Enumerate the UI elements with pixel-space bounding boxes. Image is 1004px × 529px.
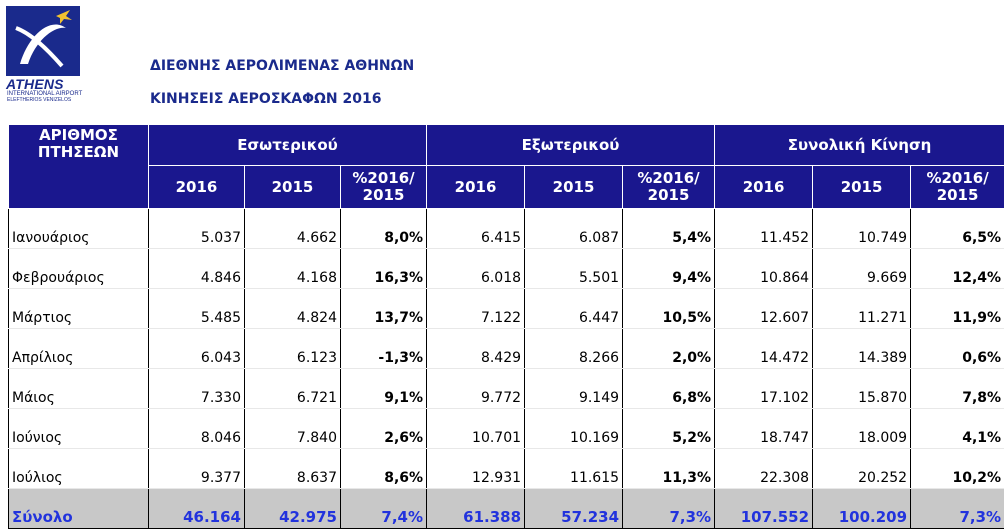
total-2015-cell: 100.209 xyxy=(813,489,911,529)
month-cell: Μάιος xyxy=(9,369,149,409)
month-cell: Απρίλιος xyxy=(9,329,149,369)
total-pct-cell: 7,8% xyxy=(911,369,1004,409)
domestic-pct-cell: 8,6% xyxy=(341,449,427,489)
international-2015-cell: 6.087 xyxy=(525,209,623,249)
table-row xyxy=(9,369,1004,409)
table-row xyxy=(9,209,1004,249)
total-2016-cell: 11.452 xyxy=(715,209,813,249)
flights-table xyxy=(8,124,1004,529)
domestic-pct-cell: 13,7% xyxy=(341,289,427,329)
col-header-2016: 2016 xyxy=(427,166,525,209)
domestic-2016-cell: 9.377 xyxy=(149,449,245,489)
international-2016-cell: 7.122 xyxy=(427,289,525,329)
total-2015-cell: 20.252 xyxy=(813,449,911,489)
domestic-2016-cell: 8.046 xyxy=(149,409,245,449)
col-header-2016: 2016 xyxy=(149,166,245,209)
domestic-2015-cell: 4.168 xyxy=(245,249,341,289)
col-header-pct: %2016/ 2015 xyxy=(623,166,715,209)
page-title: ΔΙΕΘΝΗΣ ΑΕΡΟΛΙΜΕΝΑΣ ΑΘΗΝΩΝ xyxy=(150,58,414,74)
total-pct-cell: 4,1% xyxy=(911,409,1004,449)
month-cell: Ιούλιος xyxy=(9,449,149,489)
group-header-total: Συνολική Κίνηση xyxy=(715,125,1004,166)
month-cell: Μάρτιος xyxy=(9,289,149,329)
domestic-pct-cell: 7,4% xyxy=(341,489,427,529)
group-header-domestic: Εσωτερικού xyxy=(149,125,427,166)
international-pct-cell: 2,0% xyxy=(623,329,715,369)
international-pct-cell: 11,3% xyxy=(623,449,715,489)
domestic-2016-cell: 4.846 xyxy=(149,249,245,289)
month-cell: Σύνολο xyxy=(9,489,149,529)
international-2016-cell: 61.388 xyxy=(427,489,525,529)
table-row xyxy=(9,249,1004,289)
total-2016-cell: 18.747 xyxy=(715,409,813,449)
domestic-2015-cell: 4.662 xyxy=(245,209,341,249)
total-2016-cell: 17.102 xyxy=(715,369,813,409)
domestic-pct-cell: 16,3% xyxy=(341,249,427,289)
domestic-2015-cell: 7.840 xyxy=(245,409,341,449)
total-pct-cell: 10,2% xyxy=(911,449,1004,489)
total-pct-cell: 12,4% xyxy=(911,249,1004,289)
international-pct-cell: 7,3% xyxy=(623,489,715,529)
international-2016-cell: 9.772 xyxy=(427,369,525,409)
international-2015-cell: 8.266 xyxy=(525,329,623,369)
international-2015-cell: 10.169 xyxy=(525,409,623,449)
domestic-2015-cell: 4.824 xyxy=(245,289,341,329)
domestic-pct-cell: 2,6% xyxy=(341,409,427,449)
total-2015-cell: 18.009 xyxy=(813,409,911,449)
total-row xyxy=(9,489,1004,529)
international-pct-cell: 10,5% xyxy=(623,289,715,329)
international-2015-cell: 11.615 xyxy=(525,449,623,489)
month-cell: Ιούνιος xyxy=(9,409,149,449)
total-2015-cell: 9.669 xyxy=(813,249,911,289)
table-row xyxy=(9,289,1004,329)
total-2015-cell: 10.749 xyxy=(813,209,911,249)
international-2015-cell: 6.447 xyxy=(525,289,623,329)
table-row xyxy=(9,449,1004,489)
group-header-international: Εξωτερικού xyxy=(427,125,715,166)
col-header-2016: 2016 xyxy=(715,166,813,209)
airport-logo-icon xyxy=(6,6,80,76)
total-pct-cell: 11,9% xyxy=(911,289,1004,329)
domestic-2015-cell: 6.721 xyxy=(245,369,341,409)
international-2016-cell: 8.429 xyxy=(427,329,525,369)
col-header-2015: 2015 xyxy=(525,166,623,209)
international-2015-cell: 5.501 xyxy=(525,249,623,289)
international-2016-cell: 6.415 xyxy=(427,209,525,249)
domestic-2016-cell: 5.037 xyxy=(149,209,245,249)
total-2016-cell: 22.308 xyxy=(715,449,813,489)
domestic-pct-cell: -1,3% xyxy=(341,329,427,369)
total-pct-cell: 0,6% xyxy=(911,329,1004,369)
international-2015-cell: 9.149 xyxy=(525,369,623,409)
page-subtitle: ΚΙΝΗΣΕΙΣ ΑΕΡΟΣΚΑΦΩΝ 2016 xyxy=(150,91,381,107)
athens-airport-logo xyxy=(6,6,80,102)
international-2015-cell: 57.234 xyxy=(525,489,623,529)
table-row xyxy=(9,329,1004,369)
international-pct-cell: 5,4% xyxy=(623,209,715,249)
total-2016-cell: 10.864 xyxy=(715,249,813,289)
international-pct-cell: 6,8% xyxy=(623,369,715,409)
logo-subtitle-greek: ELEFTHERIOS VENIZELOS xyxy=(7,97,71,103)
international-pct-cell: 5,2% xyxy=(623,409,715,449)
total-pct-cell: 7,3% xyxy=(911,489,1004,529)
col-header-2015: 2015 xyxy=(813,166,911,209)
total-2016-cell: 14.472 xyxy=(715,329,813,369)
domestic-2016-cell: 46.164 xyxy=(149,489,245,529)
international-2016-cell: 6.018 xyxy=(427,249,525,289)
domestic-pct-cell: 8,0% xyxy=(341,209,427,249)
domestic-pct-cell: 9,1% xyxy=(341,369,427,409)
international-pct-cell: 9,4% xyxy=(623,249,715,289)
domestic-2016-cell: 7.330 xyxy=(149,369,245,409)
total-2015-cell: 11.271 xyxy=(813,289,911,329)
total-2015-cell: 14.389 xyxy=(813,329,911,369)
total-pct-cell: 6,5% xyxy=(911,209,1004,249)
international-2016-cell: 12.931 xyxy=(427,449,525,489)
domestic-2016-cell: 5.485 xyxy=(149,289,245,329)
total-2015-cell: 15.870 xyxy=(813,369,911,409)
domestic-2015-cell: 6.123 xyxy=(245,329,341,369)
total-2016-cell: 107.552 xyxy=(715,489,813,529)
month-cell: Φεβρουάριος xyxy=(9,249,149,289)
logo-wordmark: ATHENS xyxy=(6,76,64,92)
domestic-2016-cell: 6.043 xyxy=(149,329,245,369)
corner-header: ΑΡΙΘΜΟΣ ΠΤΗΣΕΩΝ xyxy=(9,125,149,209)
total-2016-cell: 12.607 xyxy=(715,289,813,329)
col-header-2015: 2015 xyxy=(245,166,341,209)
month-cell: Ιανουάριος xyxy=(9,209,149,249)
international-2016-cell: 10.701 xyxy=(427,409,525,449)
table-row xyxy=(9,409,1004,449)
col-header-pct: %2016/ 2015 xyxy=(341,166,427,209)
col-header-pct: %2016/ 2015 xyxy=(911,166,1004,209)
logo-subtitle: INTERNATIONAL AIRPORT xyxy=(7,91,82,97)
domestic-2015-cell: 8.637 xyxy=(245,449,341,489)
domestic-2015-cell: 42.975 xyxy=(245,489,341,529)
